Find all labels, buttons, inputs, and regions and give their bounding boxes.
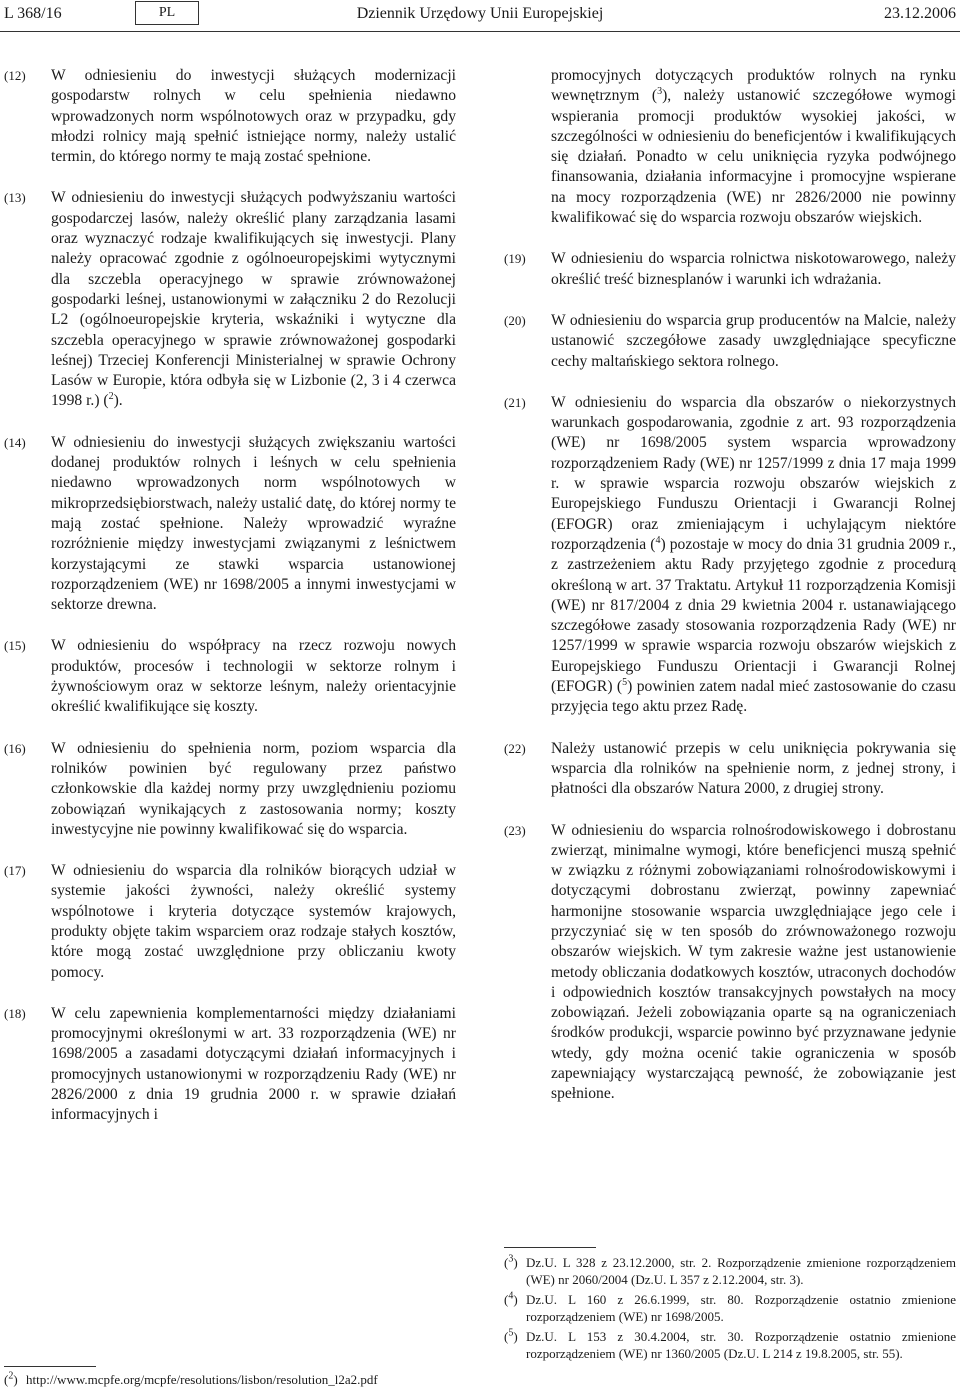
footnote-text: Dz.U. L 328 z 23.12.2000, str. 2. Rozporządzenie zmienione rozporządzeniem (WE) nr 2060/2004 (Dz.U. L 357 z 2.12.2004, str. 3).	[526, 1255, 956, 1287]
footnote-mark: ($^3$)	[504, 1253, 518, 1270]
recital-text: W odniesieniu do inwestycji służących zwiększaniu wartości dodanej produktów rolnych i leśnych w celu spełnienia niedawno wprowadzonych norm wspólnotowych w mikroprzedsiębiorstwach, należy ustalić datę, do której normy te mają zostać spełnione. Należy wprowadzić wyraźne rozróżnienie między inwestycjami związanymi z leśnictwem korzystającymi ze stawki wsparcia ustanowionej rozporządzeniem (WE) nr 1698/2005 a innymi inwestycjami w sektorze drewna.	[51, 433, 456, 614]
recital-23	[504, 821, 956, 1105]
recital-text: W odniesieniu do wsparcia grup producentów na Malcie, należy ustanowić szczegółowe zasady uwzględniające specyficzne cechy maltańskiego sektora rolnego.	[551, 311, 956, 370]
header-divider	[0, 31, 960, 32]
language-badge: PL	[135, 1, 199, 25]
footnote-mark: ($^4$)	[504, 1290, 518, 1307]
page-header	[0, 0, 960, 38]
recital-number: (13)	[4, 190, 26, 206]
recital-number: (23)	[504, 822, 526, 838]
recital-18-continued	[504, 66, 956, 228]
recital-text: W odniesieniu do współpracy na rzecz rozwoju nowych produktów, procesów i technologii w sektorze rolnym i żywnościowym oraz w sektorze leśnym, należy orientacyjnie określić kwalifikujące się koszty.	[51, 637, 456, 716]
recital-text: W celu zapewnienia komplementarności między działaniami promocyjnymi określonymi w art. 33 rozporządzenia (WE) nr 1698/2005 a zasadami dotyczącymi działań informacyjnych i promocyjnych ustanowionymi w rozporządzeniu Rady (WE) nr 2826/2000 z dnia 19 grudnia 2000 r. w sprawie działań informacyjnych i	[51, 1004, 456, 1124]
footnote-mark: ($^5$)	[504, 1327, 518, 1344]
recital-number: (17)	[4, 863, 26, 879]
left-column	[4, 66, 456, 1147]
footnote-mark: ($^2$)	[4, 1370, 18, 1387]
recital-number: (14)	[4, 434, 26, 450]
footnote-5	[504, 1328, 956, 1362]
recital-text-body: W odniesieniu do inwestycji służących podwyższaniu wartości gospodarczej lasów, należy określić plany zarządzania lasami oraz wyznaczyć rodzaje kwalifikujących się inwestycji. Plany należy opracować zgodnie z ogólnoeuropejskimi wytycznymi dla szczebla operacyjnego w sprawie zrównoważonej gospodarki leśnej, ustanowionymi w załączniku 2 do Rezolucji L2 (ogólnoeuropejskie kryteria, wskaźniki i wytyczne dla szczebla operacyjnego w sprawie zrównoważonej gospodarki leśnej) Trzeciej Konferencji Ministerialnej w sprawie Ochrony Lasów w Europie, która odbyła się w Lizbonie (2, 3 i 4 czerwca 1998 r.) (	[51, 189, 456, 410]
recital-21	[504, 393, 956, 718]
recital-text: W odniesieniu do wsparcia rolnośrodowiskowego i dobrostanu zwierząt, minimalne wymogi, które beneficjenci muszą spełnić w związku z różnymi zobowiązaniami rolnośrodowiskowymi i dotyczącymi dobrostanu zwierząt, powinny zapewniać harmonijne stosowanie wsparcia uwzględniające jego cele i przyczyniać się w ten sposób do zrównoważonego rozwoju obszarów wiejskich. W tym zakresie ważne jest ustanowienie metody obliczania dodatkowych kosztów, utraconych dochodów i odpowiednich kosztów transakcyjnych powstałych na mocy zobowiązań. Jeżeli zobowiązania oparte są na ograniczeniach środków produkcji, wsparcie powinno być przyznawane jedynie wtedy, gdy można ocenić takie ograniczenia w sposób zapewniający wystarczającą pewność, że zobowiązanie jest spełnione.	[551, 821, 956, 1103]
footnote-divider	[504, 1247, 596, 1248]
footnote-ref[interactable]: 4	[655, 534, 661, 546]
footnote-divider	[4, 1366, 96, 1367]
publication-date: 23.12.2006	[884, 5, 956, 22]
recital-12	[4, 66, 456, 167]
recital-14	[4, 433, 456, 616]
right-column	[504, 66, 956, 1126]
footnote-4	[504, 1291, 956, 1325]
footnotes-left	[4, 1371, 456, 1391]
footnote-2	[4, 1371, 456, 1388]
recital-text: Należy ustanowić przepis w celu uniknięcia pokrywania się wsparcia dla rolników na spełnienie norm, z jednej strony, i płatności dla obszarów Natura 2000, z drugiej strony.	[551, 739, 956, 798]
recital-text: W odniesieniu do wsparcia dla obszarów o niekorzystnych warunkach gospodarowania, zgodnie z art. 93 rozporządzenia (WE) nr 1698/2005 system wsparcia wprowadzony rozporządzeniem Rady (WE) nr 1257/1999 z dnia 17 maja 1999 r. w sprawie wsparcia rozwoju obszarów wiejskich z Europejskiego Funduszu Orientacji i Gwarancji Rolnej (EFOGR) oraz zmieniającym i uchylającym niektóre rozporządzenia ($^4$) pozostaje w mocy do dnia 31 grudnia 2009 r., z zastrzeżeniem aktu Rady przyjętego zgodnie z procedurą określoną w art. 37 Traktatu. Artykuł 11 rozporządzenia Komisji (WE) nr 817/2004 z dnia 29 kwietnia 2004 r. ustanawiającego szczegółowe zasady stosowania rozporządzenia Rady (WE) nr 1257/1999 w sprawie wsparcia rozwoju obszarów wiejskich z Europejskiego Funduszu Orientacji i Gwarancji Rolnej (EFOGR) ($^5$) powinien zatem nadal mieć zastosowanie do czasu przyjęcia tego aktu przez Radę.	[551, 393, 956, 716]
recital-text: W odniesieniu do wsparcia rolnictwa niskotowarowego, należy określić treść biznesplanów i warunki ich wdrażania.	[551, 250, 956, 288]
journal-title: Dziennik Urzędowy Unii Europejskiej	[356, 5, 604, 22]
recital-number: (16)	[4, 740, 26, 756]
footnote-link[interactable]: http://www.mcpfe.org/mcpfe/resolutions/lisbon/resolution_l2a2.pdf	[26, 1372, 378, 1387]
footnote-ref[interactable]: 5	[622, 676, 628, 688]
recital-text-tail: ).	[113, 392, 123, 410]
recital-19	[504, 249, 956, 290]
footnote-text: Dz.U. L 160 z 26.6.1999, str. 80. Rozporządzenie ostatnio zmienione rozporządzeniem (WE) nr 1698/2005.	[526, 1292, 956, 1324]
recital-number: (22)	[504, 740, 526, 756]
recital-text-body: promocyjnych dotyczących produktów rolnych na rynku wewnętrznym (	[551, 67, 956, 105]
page-reference: L 368/16	[4, 5, 62, 22]
recital-number: (18)	[4, 1005, 26, 1021]
recital-20	[504, 311, 956, 372]
recital-number: (19)	[504, 251, 526, 267]
recital-text-tail: ), należy ustanowić szczegółowe wymogi wspierania promocji produktów wysokiej jakości, w szczególności w odniesieniu do beneficjentów i kwalifikujących się działań. Ponadto w celu uniknięcia ryzyka podwójnego finansowania, działania informacyjne i promocyjne wspierane na mocy rozporządzenia (WE) nr 2826/2000 nie powinny kwalifikować się do wsparcia rozwoju obszarów wiejskich.	[551, 87, 956, 227]
recital-15	[4, 636, 456, 717]
recital-text: W odniesieniu do inwestycji służących modernizacji gospodarstw rolnych w celu spełnienia niedawno wprowadzonych norm wspólnotowych oraz w przypadku, gdy młodzi rolnicy mają spełnić istniejące normy, należy ustalić termin, do którego normy te mają zostać spełnione.	[51, 67, 456, 166]
recital-16	[4, 739, 456, 840]
footnote-3	[504, 1254, 956, 1288]
recital-number: (20)	[504, 312, 526, 328]
recital-text: W odniesieniu do wsparcia dla rolników biorących udział w systemie jakości żywności, należy określić systemy wspólnotowe i kryteria dotyczące systemów krajowych, produkty objęte takim wsparciem oraz rodzaje stałych kosztów, które mogą zostać uwzględnione przy obliczaniu kwoty pomocy.	[51, 862, 456, 981]
recital-17	[4, 861, 456, 983]
footnotes-right	[504, 1254, 956, 1365]
recital-22	[504, 739, 956, 800]
recital-number: (15)	[4, 638, 26, 654]
recital-13	[4, 188, 456, 411]
recital-text	[51, 188, 456, 411]
recital-number: (12)	[4, 68, 26, 83]
recital-number: (21)	[504, 394, 526, 410]
footnote-ref[interactable]: 2	[108, 391, 114, 403]
recital-text: W odniesieniu do spełnienia norm, poziom wsparcia dla rolników powinien być regulowany przez państwo członkowskie dla każdej normy przy uwzględnieniu poziomu zobowiązań wynikających z zastosowania normy; koszty inwestycyjne nie powinny kwalifikować się do wsparcia.	[51, 739, 456, 838]
footnote-ref[interactable]: 3	[657, 86, 663, 98]
recital-text	[551, 66, 956, 228]
recital-18	[4, 1004, 456, 1126]
footnote-text: Dz.U. L 153 z 30.4.2004, str. 30. Rozporządzenie ostatnio zmienione rozporządzeniem (WE) nr 1360/2005 (Dz.U. L 214 z 19.8.2005, str. 55).	[526, 1329, 956, 1361]
